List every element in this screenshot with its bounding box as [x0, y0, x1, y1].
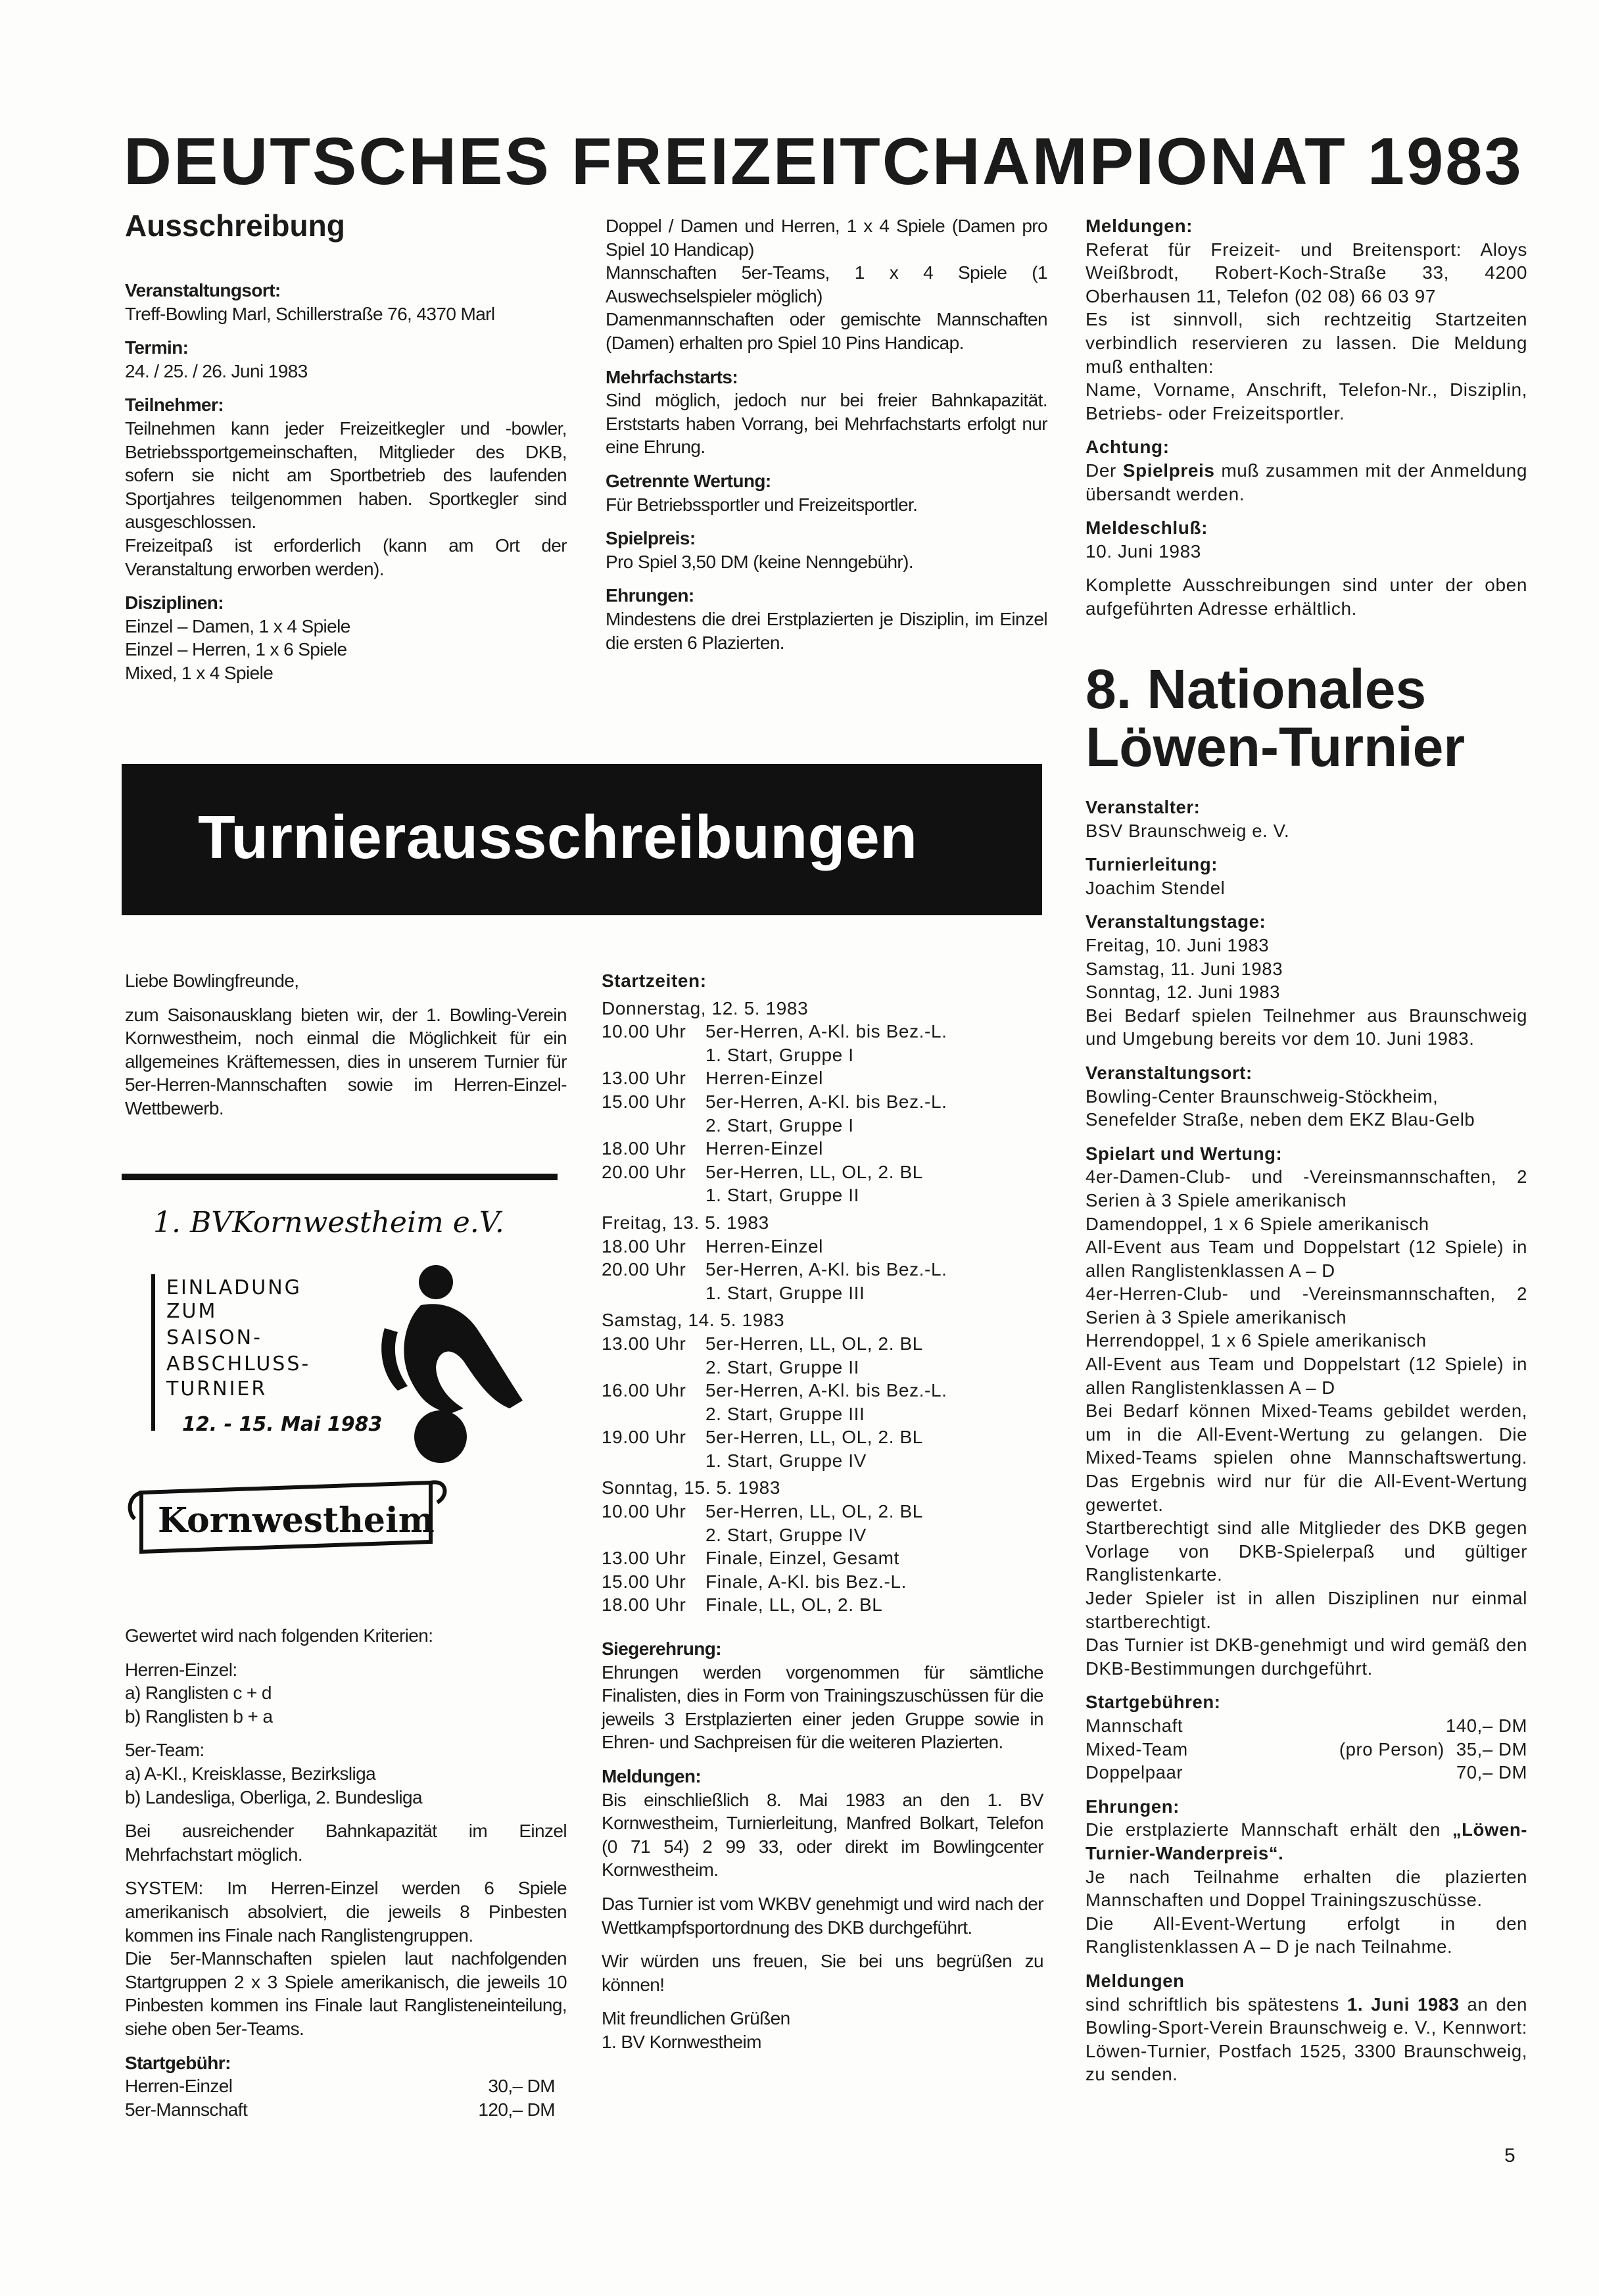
schedule-time: 18.00 Uhr — [602, 1235, 686, 1256]
section-heading: Meldungen: — [602, 1765, 702, 1786]
section — [1086, 214, 1527, 425]
paragraph: Je nach Teilnahme erhalten die plazierten Mannschaften und Doppel Trainingszuschüsse. — [1086, 1866, 1527, 1911]
section — [1086, 1142, 1527, 1681]
schedule-time: 15.00 Uhr — [602, 1571, 686, 1592]
schedule-event-line: Herren-Einzel — [705, 1068, 823, 1089]
schedule-event-line: 5er-Herren, A-Kl. bis Bez.-L. — [705, 1259, 947, 1280]
paragraph: Herren-Einzel: — [125, 1659, 237, 1680]
paragraph: Herrendoppel, 1 x 6 Spiele amerikanisch — [1086, 1330, 1427, 1351]
schedule-heading: Startzeiten: — [602, 970, 707, 991]
paragraph: 4er-Herren-Club- und -Vereinsmannschaften, 2 Serien à 3 Spiele amerikanisch — [1086, 1283, 1527, 1327]
paragraph: Es ist sinnvoll, sich rechtzeitig Startzeiten verbindlich reservieren zu lassen. Die Meldung muß enthalten: — [1086, 309, 1527, 377]
paragraph: Senefelder Straße, neben dem EKZ Blau-Gelb — [1086, 1109, 1475, 1130]
paragraph: Referat für Freizeit- und Breitensport: Aloys Weißbrodt, Robert-Koch-Straße 33, 4200 Oberhausen 11, Telefon (02 08) 66 03 97 — [1086, 239, 1527, 306]
schedule-event — [705, 1137, 823, 1160]
schedule-event-line: 5er-Herren, A-Kl. bis Bez.-L. — [705, 1021, 947, 1042]
section — [1086, 573, 1527, 620]
paragraph: Gewertet wird nach folgenden Kriterien: — [125, 1625, 433, 1646]
paragraph: Das Turnier ist DKB-genehmigt und wird gemäß den DKB-Bestimmungen durchgeführt. — [1086, 1635, 1527, 1679]
paragraph: Mit freundlichen Grüßen — [602, 2008, 790, 2029]
text: sind schriftlich bis spätestens — [1086, 1994, 1347, 2015]
logo-top-rule — [122, 1174, 558, 1180]
section-heading: Getrennte Wertung: — [606, 470, 771, 491]
section — [125, 1003, 567, 1120]
section — [1086, 910, 1527, 1051]
paragraph: Pro Spiel 3,50 DM (keine Nenngebühr). — [606, 551, 914, 572]
paragraph: 5er-Team: — [125, 1740, 204, 1761]
schedule-slot — [602, 1500, 1043, 1546]
paragraph: Bei Bedarf spielen Teilnehmer aus Braunschweig und Umgebung bereits vor dem 10. Juni 1983. — [1086, 1005, 1527, 1049]
paragraph: 4er-Damen-Club- und -Vereinsmannschaften, 2 Serien à 3 Spiele amerikanisch — [1086, 1166, 1527, 1210]
section-heading: Spielart und Wertung: — [1086, 1143, 1283, 1164]
paragraph: BSV Braunschweig e. V. — [1086, 820, 1290, 841]
paragraph: Jeder Spieler ist in allen Disziplinen nur einmal startberechtigt. — [1086, 1588, 1527, 1632]
section-heading: Meldungen — [1086, 1970, 1185, 1991]
schedule-time: 20.00 Uhr — [602, 1161, 686, 1182]
paragraph: Sonntag, 12. Juni 1983 — [1086, 982, 1281, 1003]
schedule-slot — [602, 1020, 1043, 1066]
section-heading: Veranstaltungsort: — [1086, 1062, 1253, 1083]
schedule-time: 10.00 Uhr — [602, 1021, 686, 1042]
section-heading: Mehrfachstarts: — [606, 366, 738, 387]
schedule-date: Samstag, 14. 5. 1983 — [602, 1310, 785, 1331]
paragraph: SYSTEM: Im Herren-Einzel werden 6 Spiele amerikanisch absolviert, die jeweils 8 Pinbesten kommen ins Finale nach Ranglistengruppen. — [125, 1878, 567, 1946]
paragraph: Für Betriebssportler und Freizeitsportler. — [606, 494, 918, 515]
section-heading: Spielpreis: — [606, 528, 696, 549]
paragraph: Mindestens die drei Erstplazierten je Disziplin, im Einzel die ersten 6 Plazierten. — [606, 608, 1047, 653]
schedule-slot — [602, 1160, 1043, 1207]
championship-column-1 — [125, 279, 567, 685]
section — [1086, 1795, 1527, 1959]
fee-cell: 70,– DM — [1456, 1762, 1527, 1783]
section — [125, 2051, 567, 2122]
schedule-event — [705, 1090, 947, 1137]
section — [125, 1624, 567, 1648]
section-heading: Veranstaltungstage: — [1086, 911, 1266, 932]
schedule-event-line: 2. Start, Gruppe II — [705, 1356, 859, 1377]
loewen-title — [1086, 660, 1465, 776]
section-heading: Termin: — [125, 337, 189, 358]
schedule-day — [602, 997, 1043, 1207]
paragraph: Mannschaften 5er-Teams, 1 x 4 Spiele (1 Auswechselspieler möglich) — [606, 262, 1047, 306]
schedule-time: 18.00 Uhr — [602, 1138, 686, 1159]
schedule-event-line: 2. Start, Gruppe III — [705, 1403, 865, 1424]
paragraph: All-Event aus Team und Doppelstart (12 Spiele) in allen Ranglistenklassen A – D — [1086, 1237, 1527, 1281]
section — [606, 469, 1047, 516]
schedule-date: Freitag, 13. 5. 1983 — [602, 1212, 769, 1233]
bold-text: „Löwen-Turnier-Wanderpreis“. — [1086, 1819, 1527, 1863]
section — [602, 1949, 1043, 1996]
section — [606, 366, 1047, 459]
schedule-day — [602, 1211, 1043, 1304]
paragraph: a) Ranglisten c + d — [125, 1683, 272, 1704]
schedule-time: 20.00 Uhr — [602, 1259, 686, 1280]
paragraph: Samstag, 11. Juni 1983 — [1086, 958, 1283, 979]
schedule-event-line: 1. Start, Gruppe IV — [705, 1450, 867, 1471]
section — [125, 1738, 567, 1809]
schedule-time: 15.00 Uhr — [602, 1091, 686, 1112]
paragraph: Sind möglich, jedoch nur bei freier Bahnkapazität. Erststarts haben Vorrang, bei Mehrfachstarts erfolgt nur eine Ehrung. — [606, 390, 1047, 458]
schedule-day — [602, 1308, 1043, 1472]
kornwestheim-closing — [602, 1637, 1043, 2054]
section-heading: Achtung: — [1086, 437, 1170, 458]
paragraph: Bis einschließlich 8. Mai 1983 an den 1. BV Kornwestheim, Turnierleitung, Manfred Bolkart, Telefon (0 71 54) 2 99 33, oder direkt im Bowlingcenter Kornwestheim. — [602, 1789, 1043, 1880]
page-title: DEUTSCHES FREIZEITCHAMPIONAT 1983 — [124, 125, 1523, 199]
logo-invite-line: ABSCHLUSS- — [166, 1352, 311, 1375]
logo-club-name: 1. BVKornwestheim e.V. — [153, 1206, 504, 1239]
paragraph: a) A-Kl., Kreisklasse, Bezirksliga — [125, 1763, 376, 1784]
fee-cell: (pro Person) — [1339, 1738, 1444, 1759]
schedule-event-line: Finale, A-Kl. bis Bez.-L. — [705, 1571, 907, 1592]
schedule-event — [705, 1332, 923, 1379]
schedule-event-line: Finale, LL, OL, 2. BL — [705, 1594, 883, 1615]
schedule-time: 18.00 Uhr — [602, 1594, 686, 1615]
fee-cell: Doppelpaar — [1086, 1762, 1183, 1783]
section — [1086, 1061, 1527, 1132]
schedule-event — [705, 1379, 947, 1425]
paragraph: Damenmannschaften oder gemischte Mannschaften (Damen) erhalten pro Spiel 10 Pins Handicap. — [606, 309, 1047, 353]
section — [125, 1658, 567, 1729]
schedule-event-line: 5er-Herren, LL, OL, 2. BL — [705, 1333, 923, 1354]
paragraph: Einzel – Herren, 1 x 6 Spiele — [125, 639, 347, 660]
schedule-time: 13.00 Uhr — [602, 1068, 686, 1089]
paragraph: Ehrungen werden vorgenommen für sämtliche Finalisten, dies in Form von Trainingszuschüssen für die jeweils 3 Erstplazierten einer jeden Gruppe sowie in Ehren- und Sachpreisen für die weiteren Plazierten. — [602, 1662, 1043, 1753]
schedule-time: 10.00 Uhr — [602, 1501, 686, 1522]
bold-text: Spielpreis — [1122, 460, 1215, 481]
schedule-event — [705, 1020, 947, 1066]
paragraph: b) Ranglisten b + a — [125, 1706, 273, 1727]
fee-cell: Herren-Einzel — [125, 2076, 233, 2097]
section-heading: Ehrungen: — [606, 585, 694, 606]
schedule-event — [705, 1500, 923, 1546]
schedule-event — [705, 1593, 882, 1617]
fee-cell: 140,– DM — [1445, 1715, 1527, 1736]
schedule-event-line: 5er-Herren, A-Kl. bis Bez.-L. — [705, 1380, 947, 1401]
paragraph: Die 5er-Mannschaften spielen laut nachfolgenden Startgruppen 2 x 3 Spiele amerikanisch, die jeweils 10 Pinbesten kommen ins Finale laut Ranglisteneinteilung, siehe oben 5er-Teams. — [125, 1948, 567, 2039]
schedule-day — [602, 1476, 1043, 1617]
schedule-slot — [602, 1570, 1043, 1594]
paragraph: 10. Juni 1983 — [1086, 540, 1201, 562]
paragraph: zum Saisonausklang bieten wir, der 1. Bowling-Verein Kornwestheim, noch einmal die Möglichkeit für ein allgemeines Kräftemessen, dies in unserem Turnier für 5er-Herren-Mannschaften sowie im Herren-Einzel-Wettbewerb. — [125, 1004, 567, 1118]
schedule-event — [705, 1546, 899, 1570]
text: an den Bowling-Sport-Verein Braunschweig e. V., Kennwort: Löwen-Turnier, Postfach 1525, 3300 Braunschweig, zu senden. — [1086, 1994, 1527, 2085]
paragraph: Einzel – Damen, 1 x 4 Spiele — [125, 615, 350, 636]
championship-column-2 — [606, 214, 1047, 654]
paragraph: Das Turnier ist vom WKBV genehmigt und wird nach der Wettkampfsportordnung des DKB durchgeführt. — [602, 1893, 1043, 1938]
schedule-slot — [602, 1258, 1043, 1304]
schedule-slot — [602, 1090, 1043, 1137]
fee-cell: 30,– DM — [488, 2076, 555, 2097]
schedule-event-line: Finale, Einzel, Gesamt — [705, 1548, 899, 1569]
fee-row — [1086, 1761, 1527, 1784]
section — [125, 393, 567, 581]
section — [1086, 1969, 1527, 2086]
loewen-column — [1086, 796, 1527, 2086]
paragraph: Bei ausreichender Bahnkapazität im Einzel Mehrfachstart möglich. — [125, 1821, 567, 1865]
schedule-date: Donnerstag, 12. 5. 1983 — [602, 997, 809, 1018]
schedule-event-line: Herren-Einzel — [705, 1235, 823, 1256]
section-heading: Meldeschluß: — [1086, 517, 1208, 538]
paragraph: Wir würden uns freuen, Sie bei uns begrüßen zu können! — [602, 1951, 1043, 1995]
schedule-event-line: 1. Start, Gruppe III — [705, 1282, 865, 1303]
fee-cell: 120,– DM — [478, 2099, 555, 2120]
section-subtitle: Ausschreibung — [125, 208, 345, 243]
section — [602, 1892, 1043, 1939]
bowler-figure-icon — [381, 1265, 523, 1463]
paragraph: Mixed, 1 x 4 Spiele — [125, 662, 274, 683]
schedule-slot — [602, 1137, 1043, 1160]
schedule-event — [705, 1258, 947, 1304]
logo-banner — [130, 1482, 445, 1552]
paragraph: Startberechtigt sind alle Mitglieder des DKB gegen Vorlage von DKB-Spielerpaß und gültiger Ranglistenkarte. — [1086, 1518, 1527, 1585]
logo-box-bar — [151, 1274, 155, 1431]
schedule-event-line: 5er-Herren, LL, OL, 2. BL — [705, 1501, 923, 1522]
section-heading: Meldungen: — [1086, 216, 1193, 236]
section — [606, 584, 1047, 654]
kornwestheim-logo — [122, 1164, 562, 1565]
paragraph: Freitag, 10. Juni 1983 — [1086, 934, 1270, 955]
fee-row — [125, 2074, 567, 2098]
schedule-event — [705, 1160, 923, 1207]
paragraph: Die All-Event-Wertung erfolgt in den Ranglistenklassen A – D je nach Teilnahme. — [1086, 1913, 1527, 1957]
section-heading: Veranstalter: — [1086, 797, 1201, 817]
section — [1086, 1690, 1527, 1784]
schedule-event-line: 5er-Herren, A-Kl. bis Bez.-L. — [705, 1091, 947, 1112]
text: Der — [1086, 460, 1123, 481]
paragraph: Damendoppel, 1 x 6 Spiele amerikanisch — [1086, 1213, 1429, 1234]
paragraph — [1086, 459, 1527, 506]
section — [1086, 853, 1527, 899]
fee-row — [125, 2098, 567, 2122]
schedule-event — [705, 1235, 823, 1258]
section-heading: Startgebühr: — [125, 2052, 231, 2073]
section — [602, 1765, 1043, 1882]
kornwestheim-criteria — [125, 1624, 567, 2121]
section — [606, 527, 1047, 573]
section-banner — [122, 764, 1042, 915]
schedule-event — [705, 1425, 923, 1472]
section — [125, 1819, 567, 1866]
section-heading: Siegerehrung: — [602, 1638, 722, 1659]
schedule-time: 19.00 Uhr — [602, 1427, 686, 1448]
paragraph: Bowling-Center Braunschweig-Stöckheim, — [1086, 1086, 1439, 1107]
section — [602, 2007, 1043, 2053]
schedule-event-line: 1. Start, Gruppe II — [705, 1185, 859, 1206]
logo-invite-line: SAISON- — [166, 1326, 262, 1349]
section — [125, 1877, 567, 2040]
paragraph: Komplette Ausschreibungen sind unter der oben aufgeführten Adresse erhältlich. — [1086, 575, 1527, 619]
paragraph: Name, Vorname, Anschrift, Telefon-Nr., Disziplin, Betriebs- oder Freizeitsportler. — [1086, 379, 1527, 423]
section-heading: Disziplinen: — [125, 592, 224, 613]
schedule-slot — [602, 1332, 1043, 1379]
paragraph — [1086, 1993, 1527, 2086]
championship-column-3 — [1086, 214, 1527, 621]
paragraph: Doppel / Damen und Herren, 1 x 4 Spiele (Damen pro Spiel 10 Handicap) — [606, 216, 1047, 260]
paragraph: Joachim Stendel — [1086, 877, 1226, 898]
section — [1086, 435, 1527, 506]
schedule-slot — [602, 1593, 1043, 1617]
schedule-slot — [602, 1066, 1043, 1090]
section-heading: Turnierleitung: — [1086, 854, 1218, 875]
section — [1086, 516, 1527, 563]
paragraph: b) Landesliga, Oberliga, 2. Bundesliga — [125, 1786, 422, 1807]
section — [125, 336, 567, 383]
section — [1086, 796, 1527, 842]
schedule-event-line: 2. Start, Gruppe IV — [705, 1524, 867, 1545]
schedule-event-line: 2. Start, Gruppe I — [705, 1114, 854, 1136]
paragraph: Freizeitpaß ist erforderlich (kann am Ort der Veranstaltung erworben werden). — [125, 535, 567, 579]
logo-banner-text: Kornwestheim — [158, 1500, 435, 1541]
banner-title: Turnierausschreibungen — [198, 803, 918, 871]
section — [125, 591, 567, 684]
fee-row — [1086, 1738, 1527, 1761]
schedule-time: 16.00 Uhr — [602, 1380, 686, 1401]
logo-dates: 12. - 15. Mai 1983 — [182, 1413, 383, 1436]
schedule-event-line: 5er-Herren, LL, OL, 2. BL — [705, 1161, 923, 1182]
fee-row — [1086, 1714, 1527, 1738]
schedule-slot — [602, 1546, 1043, 1570]
paragraph: Liebe Bowlingfreunde, — [125, 970, 299, 991]
paragraph: 1. BV Kornwestheim — [602, 2031, 761, 2052]
schedule-event-line: 5er-Herren, LL, OL, 2. BL — [705, 1427, 923, 1448]
schedule-slot — [602, 1425, 1043, 1472]
section-heading: Veranstaltungsort: — [125, 280, 281, 300]
section-heading: Ehrungen: — [1086, 1796, 1180, 1817]
logo-invite-line: TURNIER — [166, 1377, 268, 1400]
kornwestheim-schedule — [602, 969, 1043, 1617]
bold-text: 1. Juni 1983 — [1347, 1994, 1460, 2015]
schedule-slot — [602, 1235, 1043, 1258]
section-heading: Startgebühren: — [1086, 1692, 1221, 1713]
section — [606, 214, 1047, 355]
section — [602, 1637, 1043, 1754]
logo-invite-line: EINLADUNG — [166, 1276, 302, 1299]
paragraph: 24. / 25. / 26. Juni 1983 — [125, 360, 308, 381]
paragraph: All-Event aus Team und Doppelstart (12 Spiele) in allen Ranglistenklassen A – D — [1086, 1354, 1527, 1398]
text: Die erstplazierte Mannschaft erhält den — [1086, 1819, 1452, 1840]
paragraph — [1086, 1818, 1527, 1865]
loewen-title-line: 8. Nationales — [1086, 658, 1427, 720]
text: muß zusammen mit der Anmeldung übersandt werden. — [1086, 460, 1527, 504]
schedule-event-line: 1. Start, Gruppe I — [705, 1044, 854, 1065]
paragraph: Teilnehmen kann jeder Freizeitkegler und -bowler, Betriebssportgemeinschaften, Mitglieder des DKB, sofern sie nicht am Sportbetrieb des laufenden Sportjahres teilgenommen haben. Sportkegler sind ausgeschlossen. — [125, 418, 567, 533]
fee-cell: Mannschaft — [1086, 1715, 1183, 1736]
section — [125, 279, 567, 325]
schedule-event — [705, 1570, 907, 1594]
paragraph: Treff-Bowling Marl, Schillerstraße 76, 4370 Marl — [125, 303, 495, 324]
fee-cell: 35,– DM — [1456, 1738, 1527, 1759]
schedule-time: 13.00 Uhr — [602, 1333, 686, 1354]
logo-invite-line: ZUM — [166, 1300, 218, 1323]
kornwestheim-intro — [125, 969, 567, 1120]
page-number: 5 — [1504, 2145, 1515, 2166]
schedule-event — [705, 1066, 823, 1090]
loewen-title-line: Löwen-Turnier — [1086, 716, 1466, 778]
schedule-time: 13.00 Uhr — [602, 1548, 686, 1569]
section — [125, 969, 567, 993]
fee-cell: 5er-Mannschaft — [125, 2099, 248, 2120]
schedule-date: Sonntag, 15. 5. 1983 — [602, 1477, 780, 1498]
schedule-event-line: Herren-Einzel — [705, 1138, 823, 1159]
schedule-slot — [602, 1379, 1043, 1425]
section-heading: Teilnehmer: — [125, 395, 224, 416]
fee-cell: Mixed-Team — [1086, 1738, 1188, 1759]
paragraph: Bei Bedarf können Mixed-Teams gebildet werden, um in die All-Event-Wertung zu gelangen. Die Mixed-Teams spielen ohne Mannschaftswertung. Das Ergebnis wird nur für die All-Event-Wertung gewertet. — [1086, 1400, 1527, 1515]
